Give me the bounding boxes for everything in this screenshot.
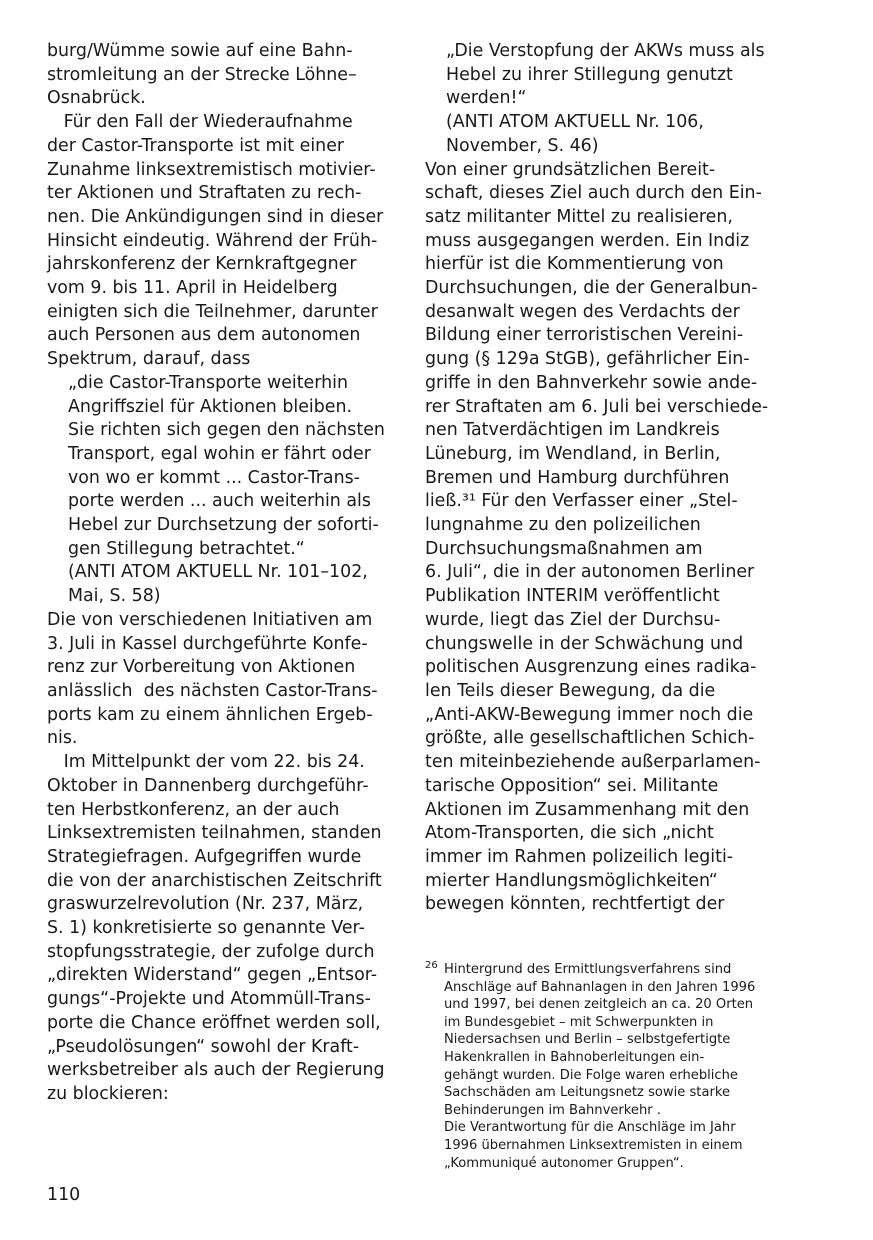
text-line: stopfungsstrategie, der zufolge durch xyxy=(47,941,375,962)
text-line: auch Personen aus dem autonomen xyxy=(47,325,361,346)
text-line: ließ.³¹ Für den Verfasser einer „Stel- xyxy=(425,491,738,512)
text-line: Linksextremisten teilnahmen, standen xyxy=(47,823,382,844)
text-line: 3. Juli in Kassel durchgeführte Konfe- xyxy=(47,633,368,654)
text-line: Zunahme linksextremistisch motivier- xyxy=(47,159,376,180)
text-line: graswurzelrevolution (Nr. 237, März, xyxy=(47,894,364,915)
text-line: renz zur Vorbereitung von Aktionen xyxy=(47,657,356,678)
text-line: tarische Opposition“ sei. Militante xyxy=(425,775,719,796)
text-line: len Teils dieser Bewegung, da die xyxy=(425,680,716,701)
text-line: chungswelle in der Schwächung und xyxy=(425,633,744,654)
right-column xyxy=(425,40,775,917)
text-line: Atom-Transporten, die sich „nicht xyxy=(425,823,714,844)
text-line: der Castor-Transporte ist mit einer xyxy=(47,135,345,156)
quote-line: porte werden ... auch weiterhin als xyxy=(68,491,371,512)
text-line: „Pseudolösungen“ sowohl der Kraft- xyxy=(47,1036,360,1057)
text-line: Oktober in Dannenberg durchgeführ- xyxy=(47,775,369,796)
text-line: ports kam zu einem ähnlichen Ergeb- xyxy=(47,704,373,725)
text-line: Im Mittelpunkt der vom 22. bis 24. xyxy=(47,752,365,773)
left-column xyxy=(47,40,392,1107)
quote-line: (ANTI ATOM AKTUELL Nr. 106, xyxy=(446,112,704,133)
text-line: Durchsuchungsmaßnahmen am xyxy=(425,538,703,559)
text-line: nis. xyxy=(47,728,78,749)
footnote-line: gehängt wurden. Die Folge waren erhebliche xyxy=(444,1067,738,1083)
text-line: bewegen könnten, rechtfertigt der xyxy=(425,894,725,915)
text-line: „Anti-AKW-Bewegung immer noch die xyxy=(425,704,754,725)
text-line: werksbetreiber als auch der Regierung xyxy=(47,1060,385,1081)
quote-line: von wo er kommt ... Castor-Trans- xyxy=(68,467,360,488)
text-line: lungnahme zu den polizeilichen xyxy=(425,515,701,536)
text-line: rer Straftaten am 6. Juli bei verschiede- xyxy=(425,396,769,417)
footnote-line: Behinderungen im Bahnverkehr . xyxy=(444,1102,661,1118)
text-line: gung (§ 129a StGB), gefährlicher Ein- xyxy=(425,349,750,370)
text-line: zu blockieren: xyxy=(47,1083,169,1104)
quote-line: Angriffsziel für Aktionen bleiben. xyxy=(68,396,353,417)
footnote-line: Hakenkrallen in Bahnoberleitungen ein- xyxy=(444,1049,705,1065)
footnote-line: Die Verantwortung für die Anschläge im Jahr xyxy=(444,1120,736,1136)
text-line: politischen Ausgrenzung eines radika- xyxy=(425,657,757,678)
text-line: S. 1) konkretisierte so genannte Ver- xyxy=(47,918,365,939)
text-line: anlässlich des nächsten Castor-Trans- xyxy=(47,680,378,701)
text-line: ten miteinbeziehende außerparlamen- xyxy=(425,752,761,773)
text-line: ten Herbstkonferenz, an der auch xyxy=(47,799,340,820)
text-line: „direkten Widerstand“ gegen „Entsor- xyxy=(47,965,378,986)
text-line: Aktionen im Zusammenhang mit den xyxy=(425,799,750,820)
text-line: immer im Rahmen polizeilich legiti- xyxy=(425,846,734,867)
quote-line: Hebel zur Durchsetzung der soforti- xyxy=(68,515,379,536)
quote-line: „Die Verstopfung der AKWs muss als xyxy=(446,41,765,61)
quote-line: (ANTI ATOM AKTUELL Nr. 101–102, xyxy=(68,562,368,583)
text-line: Hinsicht eindeutig. Während der Früh- xyxy=(47,230,378,251)
text-line: wurde, liegt das Ziel der Durchsu- xyxy=(425,609,721,630)
footnote-line: Anschläge auf Bahnanlagen in den Jahren 1996 xyxy=(444,979,756,995)
text-line: ter Aktionen und Straftaten zu rech- xyxy=(47,183,362,204)
text-line: griffe in den Bahnverkehr sowie ande- xyxy=(425,372,758,393)
text-line: Publikation INTERIM veröffentlicht xyxy=(425,586,720,607)
text-line: schaft, dieses Ziel auch durch den Ein- xyxy=(425,183,762,204)
text-line: satz militanter Mittel zu realisieren, xyxy=(425,206,733,227)
text-line: Für den Fall der Wiederaufnahme xyxy=(47,112,353,133)
quote-line: Sie richten sich gegen den nächsten xyxy=(68,420,385,441)
text-line: einigten sich die Teilnehmer, darunter xyxy=(47,301,378,322)
text-line: nen Tatverdächtigen im Landkreis xyxy=(425,420,720,441)
quote-line: werden!“ xyxy=(446,88,527,109)
footnote-line: und 1997, bei denen zeitgleich an ca. 20 Orten xyxy=(444,997,754,1013)
quote-line: Hebel zu ihrer Stillegung genutzt xyxy=(446,64,733,85)
text-line: Osnabrück. xyxy=(47,88,146,109)
footnote-line: im Bundesgebiet – mit Schwerpunkten in xyxy=(444,1014,714,1030)
quote-line: November, S. 46) xyxy=(446,135,599,156)
text-line: größte, alle gesellschaftlichen Schich- xyxy=(425,728,755,749)
text-line: muss ausgegangen werden. Ein Indiz xyxy=(425,230,750,251)
quote-line: „die Castor-Transporte weiterhin xyxy=(68,372,348,393)
footnote xyxy=(425,961,775,1172)
text-line: porte die Chance eröffnet werden soll, xyxy=(47,1012,381,1033)
text-line: hierfür ist die Kommentierung von xyxy=(425,254,724,275)
text-line: Von einer grundsätzlichen Bereit- xyxy=(425,159,716,180)
text-line: vom 9. bis 11. April in Heidelberg xyxy=(47,278,338,299)
text-line: Strategiefragen. Aufgegriffen wurde xyxy=(47,846,362,867)
text-line: Lüneburg, im Wendland, in Berlin, xyxy=(425,443,721,464)
text-line: gungs“-Projekte und Atommüll-Trans- xyxy=(47,989,371,1010)
text-line: mierter Handlungsmöglichkeiten“ xyxy=(425,870,718,891)
quote-line: Transport, egal wohin er fährt oder xyxy=(68,443,371,464)
text-line: desanwalt wegen des Verdachts der xyxy=(425,301,740,322)
text-line: die von der anarchistischen Zeitschrift xyxy=(47,870,382,891)
footnote-line: Sachschäden am Leitungsnetz sowie starke xyxy=(444,1085,731,1101)
footnote-line: 1996 übernahmen Linksextremisten in einem xyxy=(444,1137,743,1153)
text-line: stromleitung an der Strecke Löhne– xyxy=(47,64,357,85)
text-line: Bildung einer terroristischen Vereini- xyxy=(425,325,744,346)
quote-line: gen Stillegung betrachtet.“ xyxy=(68,538,305,559)
footnote-line: Niedersachsen und Berlin – selbstgefertigte xyxy=(444,1032,731,1048)
page-number: 110 xyxy=(47,1185,81,1205)
footnote-marker: 26 xyxy=(425,960,438,971)
footnote-line: Hintergrund des Ermittlungsverfahrens sind xyxy=(444,962,732,977)
text-line: nen. Die Ankündigungen sind in dieser xyxy=(47,206,384,227)
footnote-line: „Kommuniqué autonomer Gruppen“. xyxy=(444,1155,684,1171)
text-line: Die von verschiedenen Initiativen am xyxy=(47,609,373,630)
text-line: 6. Juli“, die in der autonomen Berliner xyxy=(425,562,755,583)
text-line: Durchsuchungen, die der Generalbun- xyxy=(425,278,758,299)
text-line: Bremen und Hamburg durchführen xyxy=(425,467,730,488)
quote-line: Mai, S. 58) xyxy=(68,586,161,607)
text-line: jahrskonferenz der Kernkraftgegner xyxy=(47,254,357,275)
text-line: Spektrum, darauf, dass xyxy=(47,349,251,370)
text-line: burg/Wümme sowie auf eine Bahn- xyxy=(47,41,353,61)
